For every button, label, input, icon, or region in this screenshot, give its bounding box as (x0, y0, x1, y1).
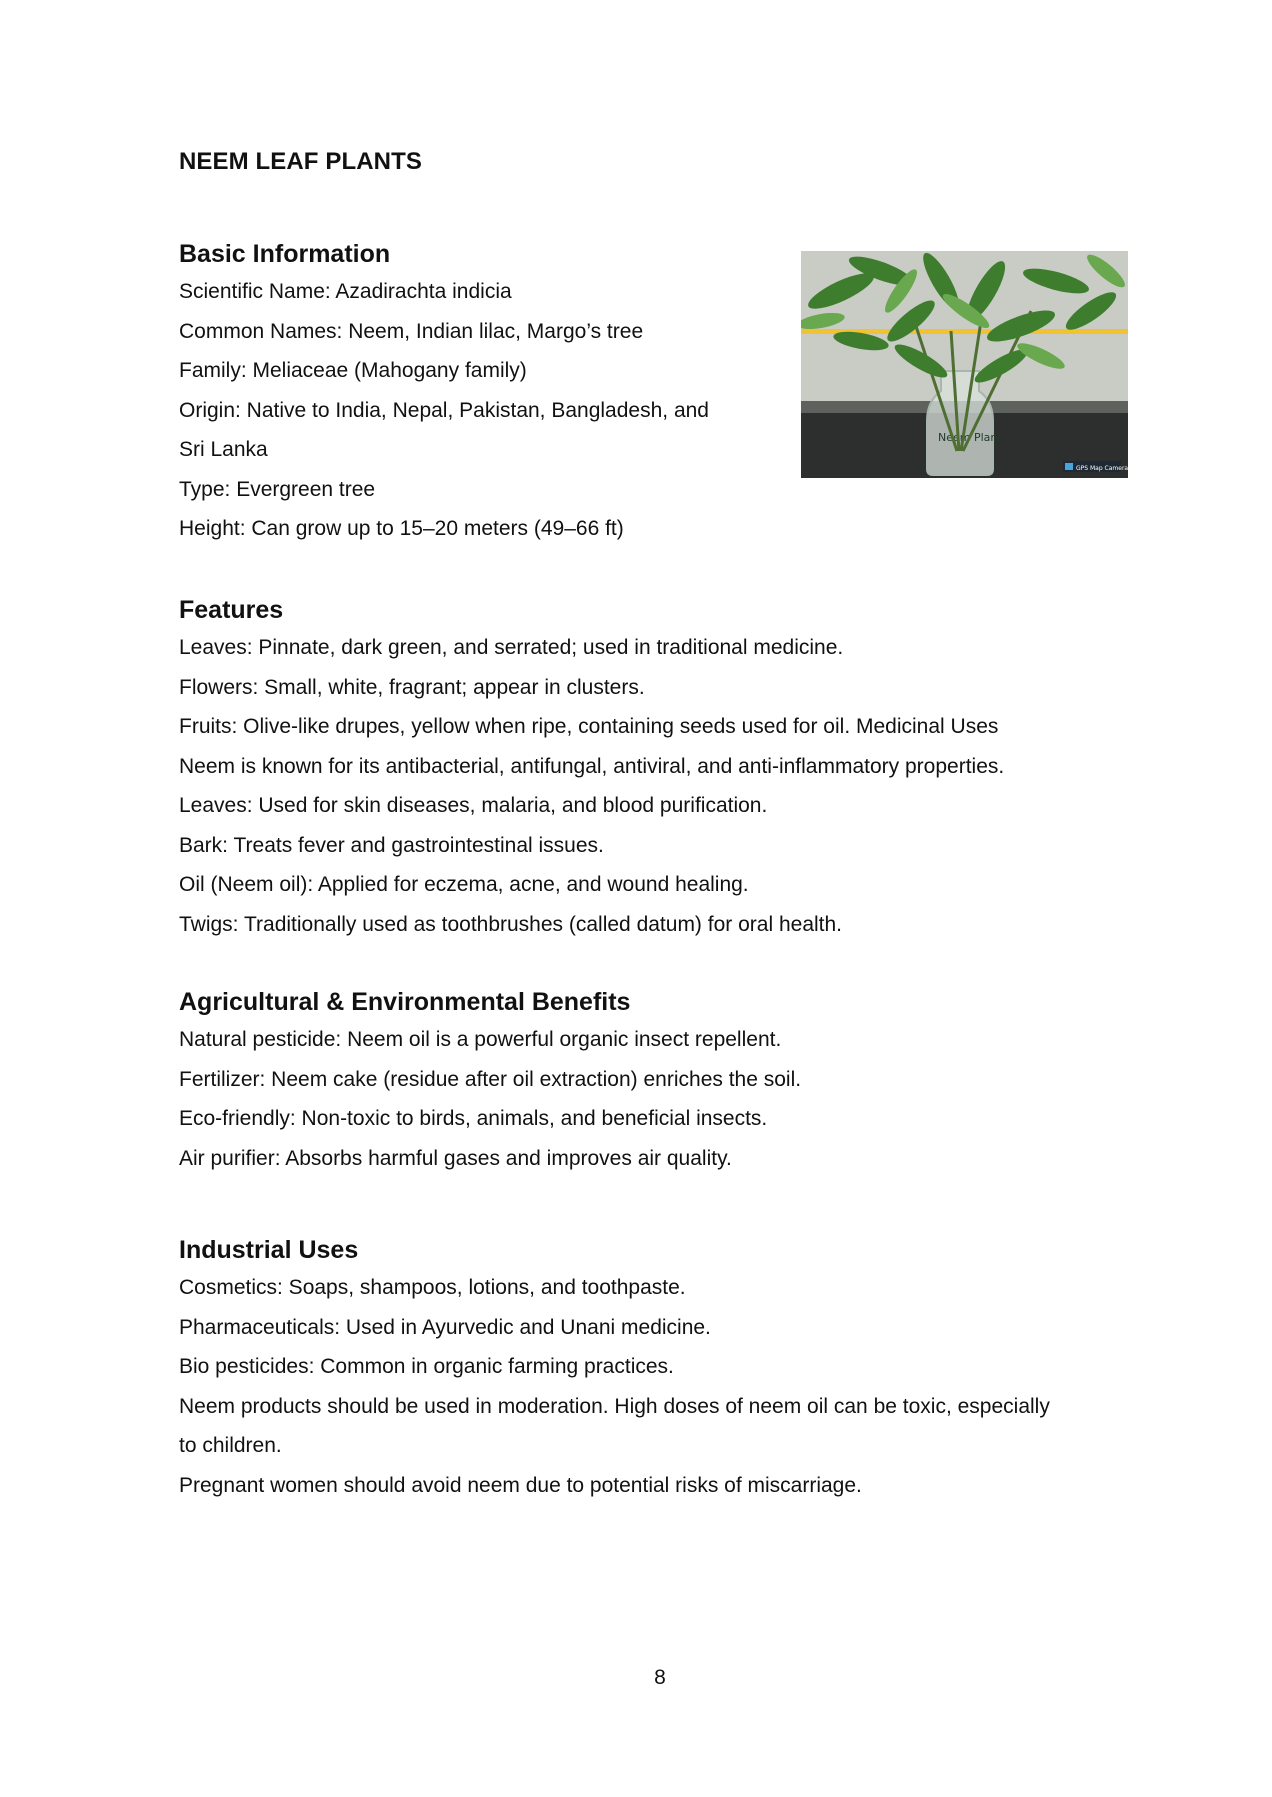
text-line: Flowers: Small, white, fragrant; appear in clusters. (179, 675, 645, 699)
text-line: Eco-friendly: Non-toxic to birds, animals, and beneficial insects. (179, 1107, 768, 1130)
svg-text:Neem Plant: Neem Plant (938, 431, 1002, 444)
text-line: Origin: Native to India, Nepal, Pakistan, Bangladesh, and (179, 398, 709, 422)
section-heading: Agricultural & Environmental Benefits (179, 988, 631, 1016)
text-line: Neem is known for its antibacterial, antifungal, antiviral, and anti-inflammatory properties. (179, 754, 1005, 778)
text-line: Bio pesticides: Common in organic farming practices. (179, 1355, 674, 1378)
text-line: Common Names: Neem, Indian lilac, Margo’s tree (179, 319, 644, 343)
section-heading: Features (179, 596, 284, 624)
svg-text:GPS Map Camera: GPS Map Camera (1076, 465, 1128, 472)
document-title: NEEM LEAF PLANTS (179, 148, 422, 175)
text-line: to children. (179, 1434, 282, 1457)
section-industrial-uses (179, 1232, 1159, 1505)
text-line: Pharmaceuticals: Used in Ayurvedic and Unani medicine. (179, 1315, 711, 1339)
section-features (179, 592, 1159, 944)
neem-photo (801, 251, 1128, 478)
neem-leaves-in-jar-photo-icon (801, 251, 1128, 478)
text-line: Twigs: Traditionally used as toothbrushes (called datum) for oral health. (179, 912, 843, 936)
section-basic-information (179, 236, 779, 549)
text-line: Sri Lanka (179, 438, 268, 461)
text-line: Height: Can grow up to 15–20 meters (49–66 ft) (179, 517, 624, 540)
section-heading: Industrial Uses (179, 1236, 359, 1264)
page-number: 8 (654, 1666, 666, 1689)
text-line: Pregnant women should avoid neem due to potential risks of miscarriage. (179, 1473, 862, 1497)
text-line: Leaves: Used for skin diseases, malaria, and blood purification. (179, 794, 768, 817)
text-line: Family: Meliaceae (Mahogany family) (179, 359, 527, 382)
text-line: Type: Evergreen tree (179, 477, 376, 501)
text-line: Cosmetics: Soaps, shampoos, lotions, and toothpaste. (179, 1276, 686, 1299)
section-heading: Basic Information (179, 240, 391, 268)
text-line: Air purifier: Absorbs harmful gases and improves air quality. (179, 1146, 732, 1170)
text-line: Fertilizer: Neem cake (residue after oil extraction) enriches the soil. (179, 1067, 802, 1091)
text-line: Neem products should be used in moderation. High doses of neem oil can be toxic, especially (179, 1394, 1050, 1418)
text-line: Leaves: Pinnate, dark green, and serrated; used in traditional medicine. (179, 636, 844, 659)
text-line: Oil (Neem oil): Applied for eczema, acne, and wound healing. (179, 873, 749, 896)
text-line: Fruits: Olive-like drupes, yellow when ripe, containing seeds used for oil. Medicinal Uses (179, 715, 999, 738)
section-agricultural-benefits (179, 984, 1159, 1178)
text-line: Natural pesticide: Neem oil is a powerful organic insect repellent. (179, 1028, 782, 1051)
text-line: Bark: Treats fever and gastrointestinal issues. (179, 833, 604, 857)
text-line: Scientific Name: Azadirachta indicia (179, 280, 512, 303)
